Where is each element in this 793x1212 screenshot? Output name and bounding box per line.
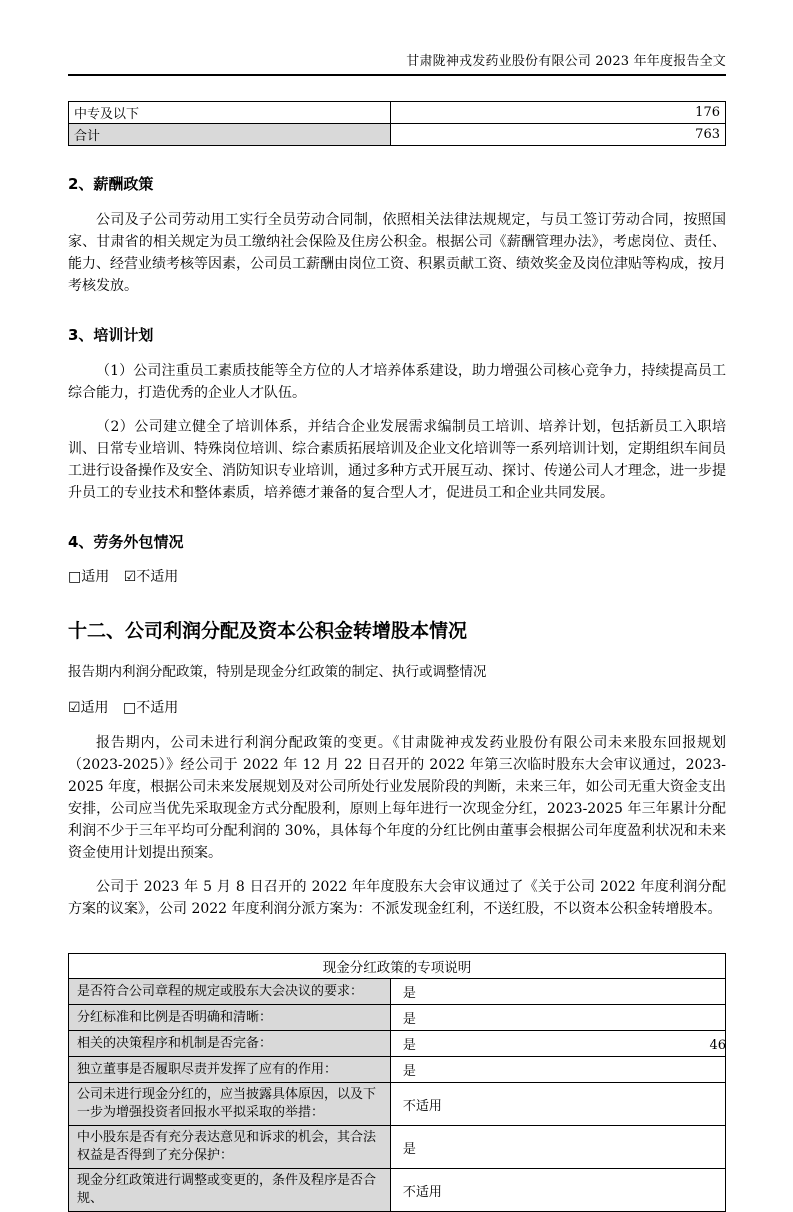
cash-dividend-policy-table — [68, 953, 726, 1212]
table-row — [69, 1169, 726, 1212]
answer-cell: 是 — [390, 1057, 725, 1083]
answer-cell: 是 — [390, 1031, 725, 1057]
outsourcing-not-applicable-checkbox: ☑不适用 — [123, 569, 179, 585]
row-label: 合计 — [69, 124, 391, 146]
answer-cell: 不适用 — [390, 1169, 725, 1212]
row-label: 中专及以下 — [69, 102, 391, 124]
answer-cell: 是 — [390, 1126, 725, 1169]
question-cell: 公司未进行现金分红的，应当披露具体原因，以及下一步为增强投资者回报水平拟采取的举措： — [69, 1083, 391, 1126]
section-heading-salary-policy: 2、薪酬政策 — [68, 175, 154, 193]
question-cell: 分红标准和比例是否明确和清晰： — [69, 1005, 391, 1031]
table-row — [69, 1005, 726, 1031]
training-plan-paragraph-2: （2）公司建立健全了培训体系，并结合企业发展需求编制员工培训、培养计划，包括新员工入职培训、日常专业培训、特殊岗位培训、综合素质拓展培训及企业文化培训等一系列培训计划，定期组织车间员工进行设备操作及安全、消防知识专业培训，通过多种方式开展互动、探讨、传递公司人才理念，进一步提升员工的专业技术和整体素质，培养德才兼备的复合型人才，促进员工和企业共同发展。 — [68, 419, 726, 501]
answer-cell: 不适用 — [390, 1083, 725, 1126]
question-cell: 是否符合公司章程的规定或股东大会决议的要求： — [69, 979, 391, 1005]
profit-distribution-subtitle: 报告期内利润分配政策，特别是现金分红政策的制定、执行或调整情况 — [68, 664, 487, 680]
answer-cell: 是 — [390, 1005, 725, 1031]
section-heading-profit-distribution: 十二、公司利润分配及资本公积金转增股本情况 — [68, 620, 468, 642]
table-row — [69, 979, 726, 1005]
outsourcing-applicable-checkbox: □适用 — [68, 569, 110, 585]
salary-policy-paragraph: 公司及子公司劳动用工实行全员劳动合同制，依照相关法律法规规定，与员工签订劳动合同，按照国家、甘肃省的相关规定为员工缴纳社会保险及住房公积金。根据公司《薪酬管理办法》，考虑岗位、责任、能力、经营业绩考核等因素，公司员工薪酬由岗位工资、积累贡献工资、绩效奖金及岗位津贴等构成，按月考核发放。 — [68, 212, 726, 294]
training-plan-paragraph-1: （1）公司注重员工素质技能等全方位的人才培养体系建设，助力增强公司核心竞争力，持续提高员工综合能力，打造优秀的企业人才队伍。 — [68, 363, 726, 401]
question-cell: 中小股东是否有充分表达意见和诉求的机会，其合法权益是否得到了充分保护： — [69, 1126, 391, 1169]
table-row — [69, 1126, 726, 1169]
question-cell: 相关的决策程序和机制是否完备： — [69, 1031, 391, 1057]
answer-cell: 是 — [390, 979, 725, 1005]
running-header-title: 甘肃陇神戎发药业股份有限公司 2023 年年度报告全文 — [406, 54, 726, 69]
row-value: 176 — [390, 102, 725, 124]
profit-not-applicable-checkbox: □不适用 — [123, 700, 179, 716]
table-row — [69, 1031, 726, 1057]
table-row — [69, 124, 726, 146]
table-row — [69, 1083, 726, 1126]
profit-distribution-paragraph-1: 报告期内，公司未进行利润分配政策的变更。《甘肃陇神戎发药业股份有限公司未来股东回报规划（2023-2025）》经公司于 2022 年 12 月 22 日召开的 2022 年第三次临时股东大会审议通过，2023-2025 年度，根据公司未来发展规划及对公司所处行业发展阶段的判断，未来三年，如公司无重大资金支出安排，公司应当优先采取现金方式分配股利，原则上每年进行一次现金分红，2023-2025 年三年累计分配利润不少于三年平均可分配利润的 30%，具体每个年度的分红比例由董事会根据公司年度盈利状况和未来资金使用计划提出预案。 — [68, 735, 726, 861]
table-row — [69, 102, 726, 124]
page-number: 46 — [709, 1038, 726, 1053]
profit-applicability-line — [68, 697, 726, 717]
section-heading-labor-outsourcing: 4、劳务外包情况 — [68, 533, 184, 551]
profit-applicable-checkbox: ☑适用 — [68, 700, 109, 716]
table-title-row — [69, 954, 726, 979]
question-cell: 独立董事是否履职尽责并发挥了应有的作用： — [69, 1057, 391, 1083]
table-row — [69, 1057, 726, 1083]
row-value: 763 — [390, 124, 725, 146]
question-cell: 现金分红政策进行调整或变更的，条件及程序是否合规、 — [69, 1169, 391, 1212]
header-rule — [68, 74, 726, 76]
profit-distribution-paragraph-2: 公司于 2023 年 5 月 8 日召开的 2022 年年度股东大会审议通过了《关于公司 2022 年度利润分配方案的议案》，公司 2022 年度利润分派方案为：不派发现金红利，不送红股，不以资本公积金转增股本。 — [68, 879, 726, 917]
outsourcing-applicability-line — [68, 566, 726, 586]
section-heading-training-plan: 3、培训计划 — [68, 326, 154, 344]
cash-dividend-table-title: 现金分红政策的专项说明 — [69, 954, 726, 979]
employee-education-table — [68, 101, 726, 146]
